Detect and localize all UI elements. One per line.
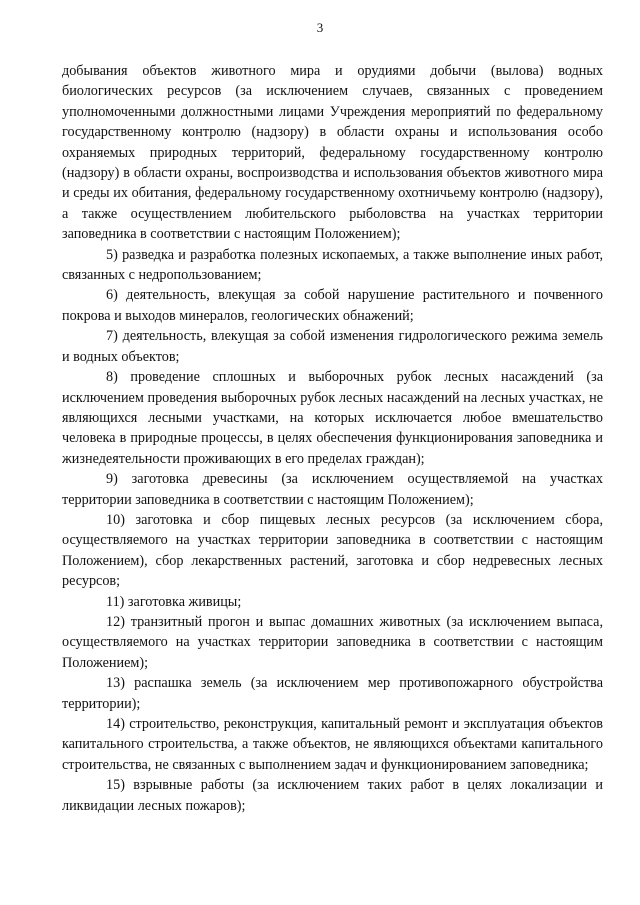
paragraph-item-8: 8) проведение сплошных и выборочных рубок лесных насаждений (за исключением проведения выборочных рубок лесных насаждений на лесных участках, не являющихся лесными участками, на которых исключается любое вмешательство человека в природные процессы, в целях обеспечения функционирования заповедника и жизнедеятельности проживающих в его пределах граждан);: [62, 369, 603, 467]
paragraph-item-12: 12) транзитный прогон и выпас домашних животных (за исключением выпаса, осуществляемого на участках территории заповедника в соответствии с настоящим Положением);: [62, 613, 603, 671]
paragraph-continuation: добывания объектов животного мира и орудиями добычи (вылова) водных биологических ресурсов (за исключением случаев, связанных с проведением уполномоченными должностными лицами Учреждения мероприятий по федеральному государственному контролю (надзору) в области охраны и использования особо охраняемых природных территорий, федеральному государственному контролю (надзору) в области охраны, воспроизводства и использования объектов животного мира и среды их обитания, федеральному государственному охотничьему контролю (надзору), а также осуществлением любительского рыболовства на участках территории заповедника в соответствии с настоящим Положением);: [62, 63, 603, 243]
paragraph-item-13: 13) распашка земель (за исключением мер противопожарного обустройства территории);: [62, 675, 603, 712]
paragraph-item-6: 6) деятельность, влекущая за собой нарушение растительного и почвенного покрова и выходов минералов, геологических обнажений;: [62, 287, 603, 324]
paragraph-item-15: 15) взрывные работы (за исключением таких работ в целях локализации и ликвидации лесных пожаров);: [62, 777, 603, 814]
paragraph-item-9: 9) заготовка древесины (за исключением осуществляемой на участках территории заповедника в соответствии с настоящим Положением);: [62, 471, 603, 508]
paragraph-item-11: 11) заготовка живицы;: [106, 593, 242, 610]
paragraph-item-14: 14) строительство, реконструкция, капитальный ремонт и эксплуатация объектов капитального строительства, а также объектов, не являющихся объектами капитального строительства, не связанных с выполнением задач и функционированием заповедника;: [62, 716, 603, 773]
page-number: 3: [316, 20, 324, 35]
paragraph-item-7: 7) деятельность, влекущая за собой изменения гидрологического режима земель и водных объектов;: [62, 328, 603, 365]
document-body: [62, 61, 603, 816]
paragraph-item-10: 10) заготовка и сбор пищевых лесных ресурсов (за исключением сбора, осуществляемого на участках территории заповедника в соответствии с настоящим Положением), сбор лекарственных растений, заготовка и сбор недревесных лесных ресурсов;: [62, 511, 603, 590]
paragraph-item-5: 5) разведка и разработка полезных ископаемых, а также выполнение иных работ, связанных с недропользованием;: [62, 246, 603, 284]
